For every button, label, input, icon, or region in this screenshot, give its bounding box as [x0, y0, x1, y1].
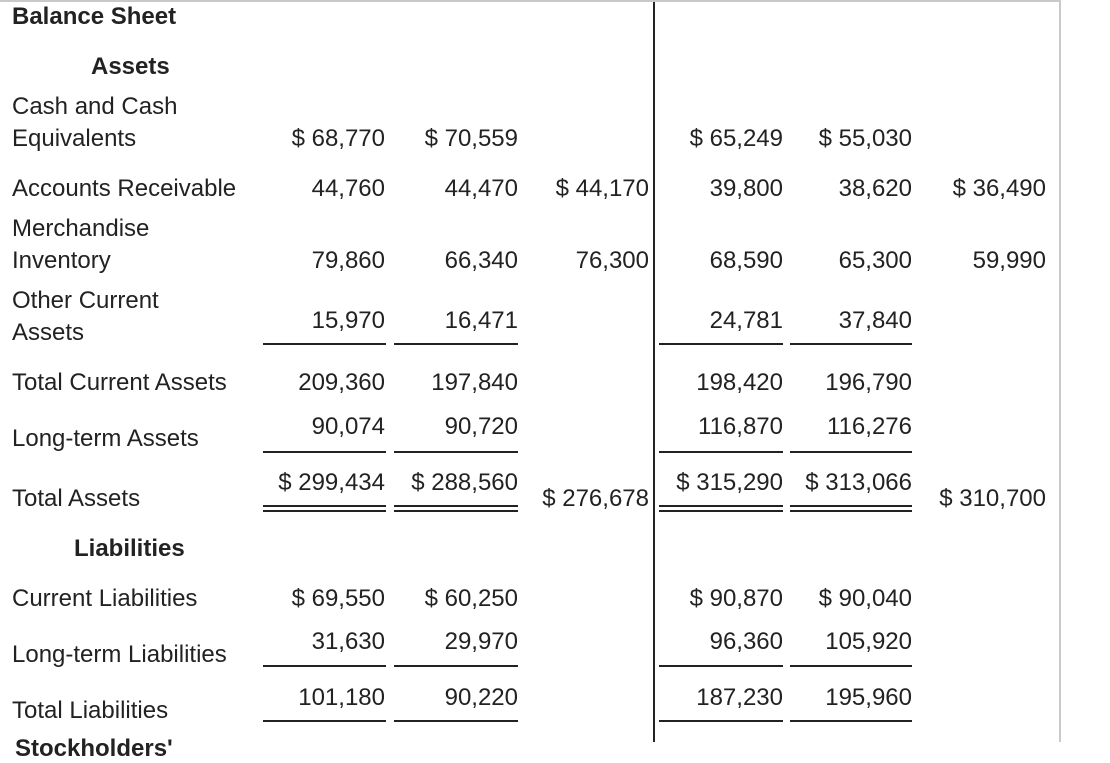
total-assets-col4: $ 315,290 [676, 469, 783, 496]
underline-current-assets-col4 [659, 343, 783, 345]
frame-right-border [1059, 0, 1061, 742]
row-label-cash-line1: Cash and Cash [12, 93, 178, 120]
long-term-liabilities-col2: 29,970 [444, 628, 518, 655]
inventory-col4: 68,590 [709, 247, 783, 274]
underline-total-liabilities-col2 [394, 720, 518, 722]
total-assets-col5: $ 313,066 [805, 469, 912, 496]
cash-col2: $ 70,559 [424, 125, 518, 152]
double-underline-total-assets-col2 [394, 505, 518, 512]
row-label-long-term-assets: Long-term Assets [12, 425, 199, 452]
long-term-assets-col4: 116,870 [698, 413, 783, 440]
underline-long-term-liabilities-col1 [263, 665, 386, 667]
long-term-assets-col5: 116,276 [827, 413, 912, 440]
underline-long-term-liabilities-col2 [394, 665, 518, 667]
other-current-col1: 15,970 [311, 307, 385, 334]
current-liabilities-col5: $ 90,040 [818, 585, 912, 612]
underline-total-liabilities-col5 [790, 720, 912, 722]
long-term-liabilities-col4: 96,360 [709, 628, 783, 655]
inventory-col5: 65,300 [838, 247, 912, 274]
ar-col4: 39,800 [709, 175, 783, 202]
frame-top-border [0, 0, 1060, 2]
double-underline-total-assets-col5 [790, 505, 912, 512]
other-current-col2: 16,471 [444, 307, 518, 334]
ar-col6: $ 36,490 [952, 175, 1046, 202]
assets-heading: Assets [91, 53, 170, 80]
row-label-accounts-receivable: Accounts Receivable [12, 175, 237, 202]
cash-col1: $ 68,770 [291, 125, 385, 152]
total-liabilities-col5: 195,960 [825, 684, 912, 711]
underline-current-assets-col2 [394, 343, 518, 345]
equity-heading: Stockholders' [15, 735, 173, 762]
cash-col5: $ 55,030 [818, 125, 912, 152]
current-liabilities-col4: $ 90,870 [689, 585, 783, 612]
inventory-col3: 76,300 [575, 247, 649, 274]
row-label-other-current-line1: Other Current [12, 287, 159, 314]
total-assets-col1: $ 299,434 [278, 469, 385, 496]
total-assets-col2: $ 288,560 [411, 469, 518, 496]
double-underline-total-assets-col4 [659, 505, 783, 512]
cash-col4: $ 65,249 [689, 125, 783, 152]
underline-current-assets-col5 [790, 343, 912, 345]
row-label-total-current-assets: Total Current Assets [12, 369, 227, 396]
underline-long-term-liabilities-col5 [790, 665, 912, 667]
long-term-assets-col1: 90,074 [311, 413, 385, 440]
sheet-title: Balance Sheet [12, 3, 177, 30]
row-label-long-term-liabilities: Long-term Liabilities [12, 641, 227, 668]
total-assets-col3: $ 276,678 [542, 485, 649, 512]
long-term-liabilities-col5: 105,920 [825, 628, 912, 655]
other-current-col5: 37,840 [838, 307, 912, 334]
total-liabilities-col2: 90,220 [444, 684, 518, 711]
ar-col3: $ 44,170 [555, 175, 649, 202]
column-group-divider [653, 2, 655, 742]
row-label-current-liabilities: Current Liabilities [12, 585, 198, 612]
ar-col2: 44,470 [444, 175, 518, 202]
underline-long-term-assets-col4 [659, 451, 783, 453]
current-liabilities-col1: $ 69,550 [291, 585, 385, 612]
inventory-col2: 66,340 [444, 247, 518, 274]
total-liabilities-col4: 187,230 [696, 684, 783, 711]
ar-col5: 38,620 [838, 175, 912, 202]
underline-long-term-assets-col5 [790, 451, 912, 453]
underline-total-liabilities-col4 [659, 720, 783, 722]
underline-long-term-assets-col1 [263, 451, 386, 453]
total-current-assets-col4: 198,420 [696, 369, 783, 396]
row-label-inventory-line2: Inventory [12, 247, 111, 274]
total-current-assets-col2: 197,840 [431, 369, 518, 396]
row-label-inventory-line1: Merchandise [12, 215, 150, 242]
row-label-other-current-line2: Assets [12, 319, 85, 346]
double-underline-total-assets-col1 [263, 505, 386, 512]
total-current-assets-col5: 196,790 [825, 369, 912, 396]
row-label-total-assets: Total Assets [12, 485, 141, 512]
other-current-col4: 24,781 [709, 307, 783, 334]
inventory-col6: 59,990 [972, 247, 1046, 274]
liabilities-heading: Liabilities [74, 535, 185, 562]
current-liabilities-col2: $ 60,250 [424, 585, 518, 612]
ar-col1: 44,760 [311, 175, 385, 202]
underline-long-term-assets-col2 [394, 451, 518, 453]
row-label-cash-line2: Equivalents [12, 125, 137, 152]
underline-long-term-liabilities-col4 [659, 665, 783, 667]
long-term-liabilities-col1: 31,630 [311, 628, 385, 655]
equity-heading-cutoff [15, 735, 255, 762]
row-label-total-liabilities: Total Liabilities [12, 697, 169, 724]
total-current-assets-col1: 209,360 [298, 369, 385, 396]
total-liabilities-col1: 101,180 [298, 684, 385, 711]
inventory-col1: 79,860 [311, 247, 385, 274]
long-term-assets-col2: 90,720 [444, 413, 518, 440]
total-assets-col6: $ 310,700 [939, 485, 1046, 512]
underline-total-liabilities-col1 [263, 720, 386, 722]
underline-current-assets-col1 [263, 343, 386, 345]
